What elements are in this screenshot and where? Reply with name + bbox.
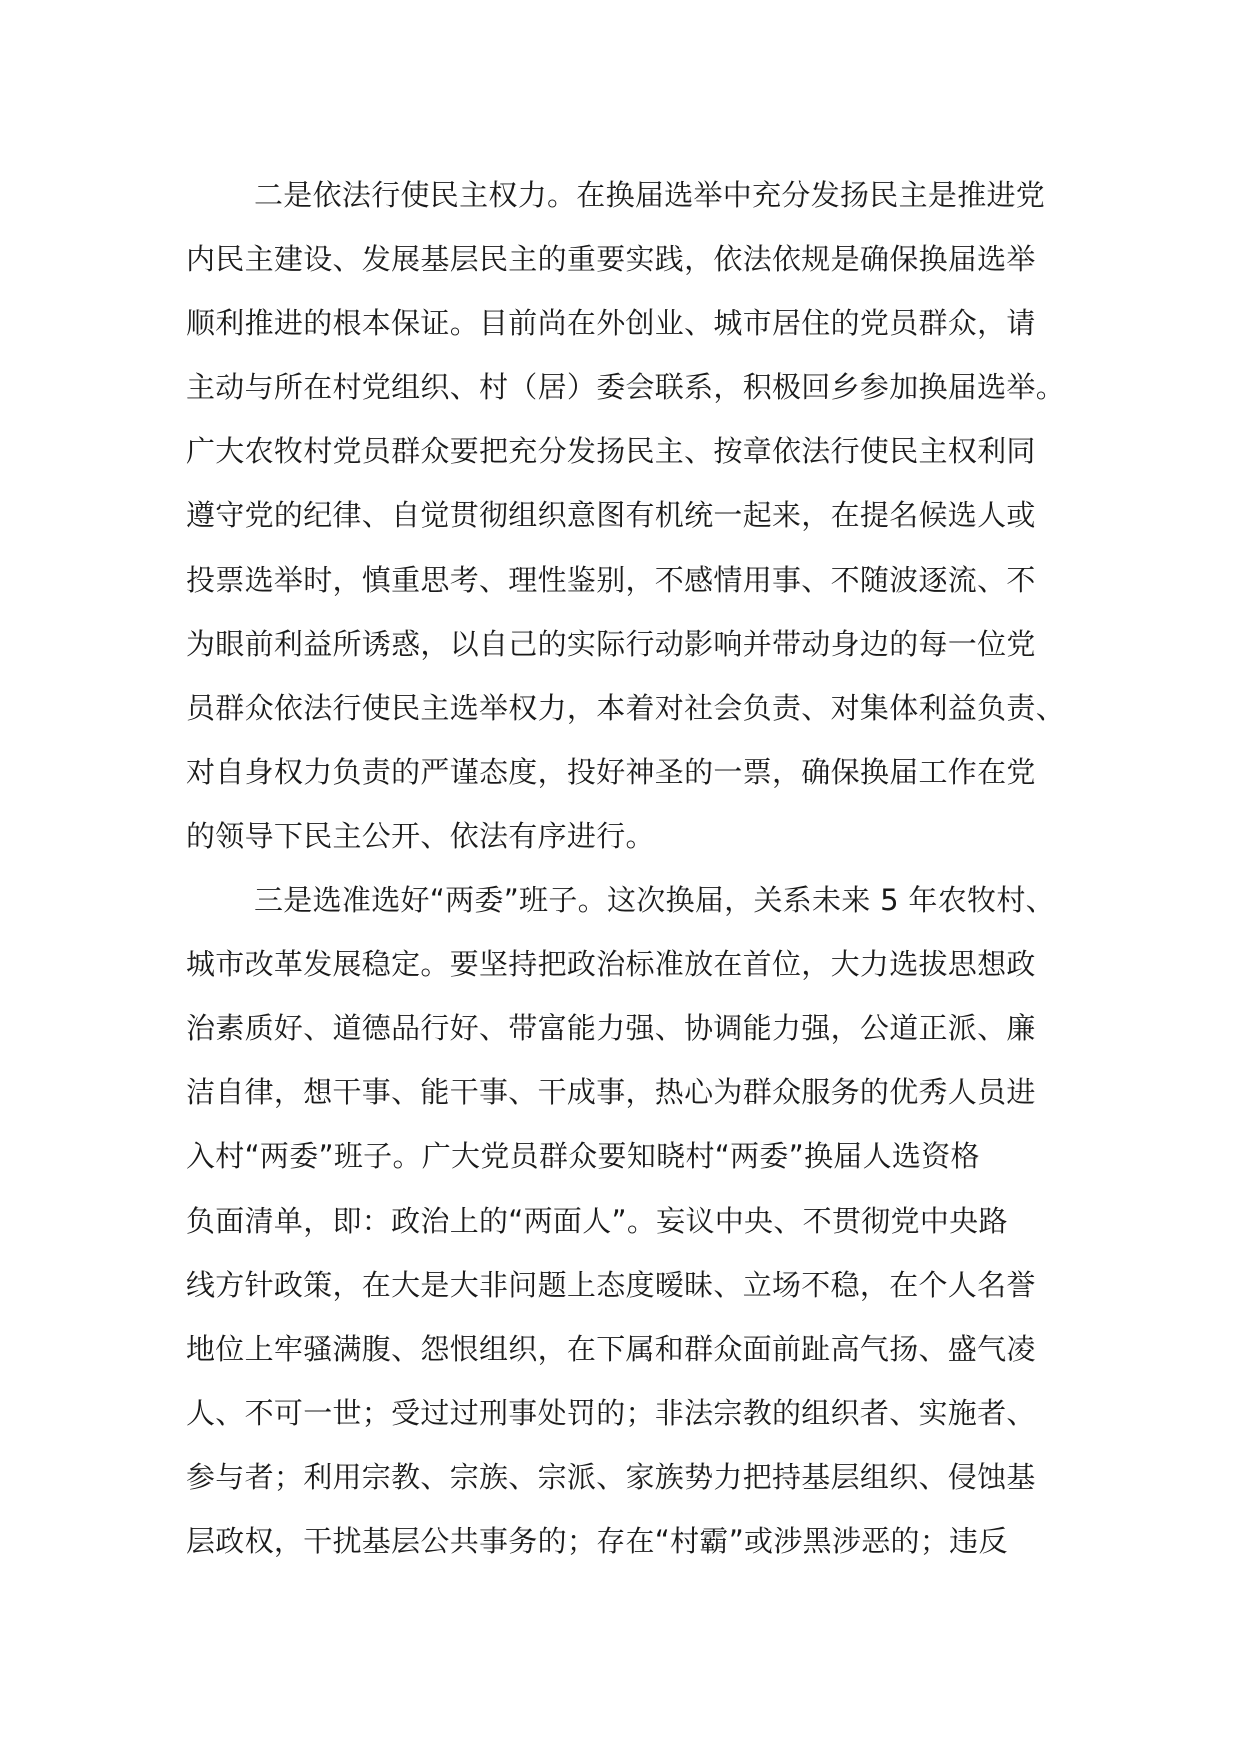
paragraph-3-line-11: 层政权，干扰基层公共事务的；存在“村霸”或涉黑涉恶的；违反 [186, 1523, 1008, 1558]
paragraph-3-line-1: 三是选准选好“两委”班子。这次换届，关系未来 5 年农牧村、 [254, 883, 1055, 918]
paragraph-3-line-2: 城市改革发展稳定。要坚持把政治标准放在首位，大力选拔思想政 [186, 947, 1036, 982]
paragraph-2-line-3: 顺利推进的根本保证。目前尚在外创业、城市居住的党员群众，请 [186, 306, 1036, 341]
document-body [186, 163, 1066, 1573]
paragraph-2-line-10: 对自身权力负责的严谨态度，投好神圣的一票，确保换届工作在党 [186, 754, 1036, 789]
paragraph-2-line-11: 的领导下民主公开、依法有序进行。 [186, 818, 655, 853]
paragraph-2-line-4: 主动与所在村党组织、村（居）委会联系，积极回乡参加换届选举。 [186, 370, 1066, 405]
paragraph-3-line-5: 入村“两委”班子。广大党员群众要知晓村“两委”换届人选资格 [186, 1139, 980, 1174]
paragraph-2-line-8: 为眼前利益所诱惑，以自己的实际行动影响并带动身边的每一位党 [186, 626, 1036, 661]
paragraph-3-line-8: 地位上牢骚满腹、怨恨组织，在下属和群众面前趾高气扬、盛气凌 [186, 1331, 1036, 1366]
paragraph-2-line-5: 广大农牧村党员群众要把充分发扬民主、按章依法行使民主权利同 [186, 434, 1036, 469]
paragraph-3-line-10: 参与者；利用宗教、宗族、宗派、家族势力把持基层组织、侵蚀基 [186, 1459, 1036, 1494]
paragraph-3-line-4: 洁自律，想干事、能干事、干成事，热心为群众服务的优秀人员进 [186, 1075, 1036, 1110]
paragraph-2-line-1: 二是依法行使民主权力。在换届选举中充分发扬民主是推进党 [254, 178, 1046, 212]
paragraph-2-line-6: 遵守党的纪律、自觉贯彻组织意图有机统一起来，在提名候选人或 [186, 498, 1036, 533]
paragraph-3-line-6: 负面清单，即：政治上的“两面人”。妄议中央、不贯彻党中央路 [186, 1203, 1008, 1238]
paragraph-3-line-7: 线方针政策，在大是大非问题上态度暧昧、立场不稳，在个人名誉 [186, 1267, 1036, 1302]
paragraph-2-line-7: 投票选举时，慎重思考、理性鉴别，不感情用事、不随波逐流、不 [186, 562, 1036, 597]
paragraph-2-line-2: 内民主建设、发展基层民主的重要实践，依法依规是确保换届选举 [186, 242, 1036, 277]
paragraph-3-line-9: 人、不可一世；受过过刑事处罚的；非法宗教的组织者、实施者、 [186, 1395, 1036, 1430]
paragraph-2-line-9: 员群众依法行使民主选举权力，本着对社会负责、对集体利益负责、 [186, 690, 1066, 725]
paragraph-3-line-3: 治素质好、道德品行好、带富能力强、协调能力强，公道正派、廉 [186, 1011, 1036, 1046]
